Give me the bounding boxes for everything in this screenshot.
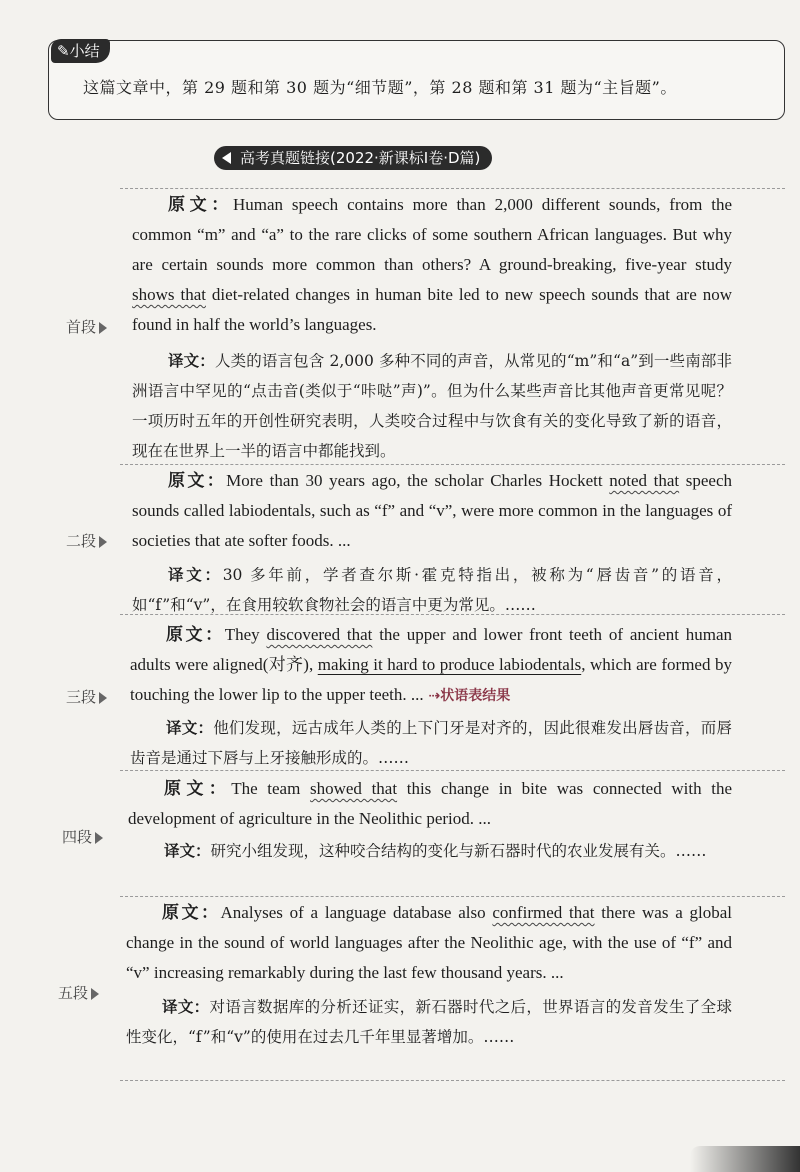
- play-arrow-icon: [95, 832, 103, 844]
- divider: [120, 464, 785, 465]
- play-arrow-icon: [99, 692, 107, 704]
- original-text: [132, 466, 732, 556]
- orig-part: More than 30 years ago, the scholar Charles Hockett: [226, 471, 610, 490]
- triangle-icon: [222, 152, 231, 164]
- divider: [120, 614, 785, 615]
- summary-box: [48, 40, 785, 120]
- section-2: [132, 466, 732, 620]
- banner-title: 高考真题链接(2022·新课标Ⅰ卷·D篇): [240, 149, 481, 167]
- orig-label: 原文：: [168, 471, 227, 490]
- play-arrow-icon: [99, 322, 107, 334]
- wavy-underlined-phrase: shows that: [132, 285, 206, 304]
- section-label: [58, 982, 99, 1003]
- wavy-underlined-phrase: confirmed that: [492, 903, 595, 922]
- trans-label: 译文：: [166, 718, 214, 737]
- trans-body: 30 多年前，学者查尔斯·霍克特指出，被称为“唇齿音”的语音，如“f”和“v”，在食用较软食物社会的语言中更为常见。……: [132, 566, 732, 614]
- section-4: [128, 774, 732, 866]
- orig-part: the upper and lower front teeth of ancient human adults were aligned(对齐),: [130, 625, 733, 674]
- section-label: [66, 686, 107, 707]
- section-label: [66, 530, 107, 551]
- orig-label: 原文：: [162, 903, 221, 922]
- section-label: [62, 826, 103, 847]
- section-label-text: 三段: [66, 688, 97, 706]
- section-1: [132, 190, 732, 466]
- original-text: [126, 898, 732, 988]
- translation-text: [126, 992, 732, 1052]
- orig-part: They: [224, 625, 267, 644]
- translation-text: [128, 836, 732, 866]
- section-label-text: 四段: [62, 828, 93, 846]
- summary-text: 这篇文章中，第 29 题和第 30 题为“细节题”，第 28 题和第 31 题为“主旨题”。: [83, 78, 677, 97]
- divider: [120, 1080, 785, 1081]
- orig-part: speech sounds called labiodentals, such as “f” and “v”, were more common in the languages of societies that ate softer foods. ...: [132, 471, 733, 550]
- orig-part: Analyses of a language database also: [220, 903, 493, 922]
- trans-label: 译文：: [168, 351, 215, 370]
- orig-label: 原文：: [164, 779, 232, 798]
- annotation-text: 状语表结果: [440, 688, 511, 704]
- pen-icon: ✎: [57, 42, 70, 60]
- wavy-underlined-phrase: showed that: [309, 779, 398, 798]
- section-3: [130, 620, 732, 773]
- orig-part: The team: [231, 779, 310, 798]
- original-text: [132, 190, 732, 340]
- orig-part: Human speech contains more than 2,000 different sounds, from the common “m” and “a” to the rare clicks of some southern African languages. But why are certain sounds more common than others? A ground-breaking, five-year study: [132, 195, 732, 274]
- play-arrow-icon: [91, 988, 99, 1000]
- trans-label: 译文：: [164, 841, 211, 860]
- translation-text: [132, 346, 732, 466]
- translation-text: [130, 713, 732, 773]
- translation-text: [132, 560, 732, 620]
- orig-part: , which are formed by touching the lower lip to the upper teeth. ...: [130, 655, 732, 704]
- section-label: [66, 316, 107, 337]
- trans-body: 研究小组发现，这种咬合结构的变化与新石器时代的农业发展有关。……: [210, 842, 707, 860]
- exam-link-banner: [214, 146, 492, 170]
- section-5: [126, 898, 732, 1052]
- annotation-note: ⇢状语表结果: [423, 688, 511, 704]
- page-corner-mark: [690, 1146, 800, 1172]
- orig-part: this change in bite was connected with the development of agriculture in the Neolithic period. ...: [128, 779, 733, 828]
- divider: [120, 770, 785, 771]
- trans-label: 译文：: [168, 565, 223, 584]
- wavy-underlined-phrase: noted that: [609, 471, 680, 490]
- summary-tag-label: 小结: [69, 42, 100, 60]
- orig-label: 原文：: [166, 625, 225, 644]
- divider: [120, 188, 785, 189]
- summary-tag: [51, 39, 110, 63]
- wavy-underlined-phrase: discovered that: [266, 625, 373, 644]
- divider: [120, 896, 785, 897]
- trans-label: 译文：: [162, 997, 210, 1016]
- section-label-text: 首段: [66, 318, 97, 336]
- section-label-text: 五段: [58, 984, 89, 1002]
- orig-part: diet-related changes in human bite led to new speech sounds that are now found in half the world’s languages.: [132, 285, 732, 334]
- orig-part: there was a global change in the sound of world languages after the Neolithic age, with the use of “f” and “v” increasing remarkably during the last few thousand years. ...: [126, 903, 733, 982]
- trans-body: 人类的语言包含 2,000 多种不同的声音，从常见的“m”和“a”到一些南部非洲语言中罕见的“点击音(类似于“咔哒”声)”。但为什么某些声音比其他声音更常见呢？一项历时五年的开创性研究表明，人类咬合过程中与饮食有关的变化导致了新的语音，现在在世界上一半的语言中都能找到。: [132, 352, 732, 460]
- section-label-text: 二段: [66, 532, 97, 550]
- original-text: [128, 774, 732, 834]
- orig-label: 原文：: [168, 195, 233, 214]
- trans-body: 他们发现，远古成年人类的上下门牙是对齐的，因此很难发出唇齿音，而唇齿音是通过下唇与上牙接触形成的。……: [130, 719, 732, 767]
- underlined-phrase: making it hard to produce labiodentals: [317, 655, 582, 674]
- play-arrow-icon: [99, 536, 107, 548]
- original-text: [130, 620, 732, 711]
- trans-body: 对语言数据库的分析还证实，新石器时代之后，世界语言的发音发生了全球性变化，“f”和“v”的使用在过去几千年里显著增加。……: [126, 998, 732, 1046]
